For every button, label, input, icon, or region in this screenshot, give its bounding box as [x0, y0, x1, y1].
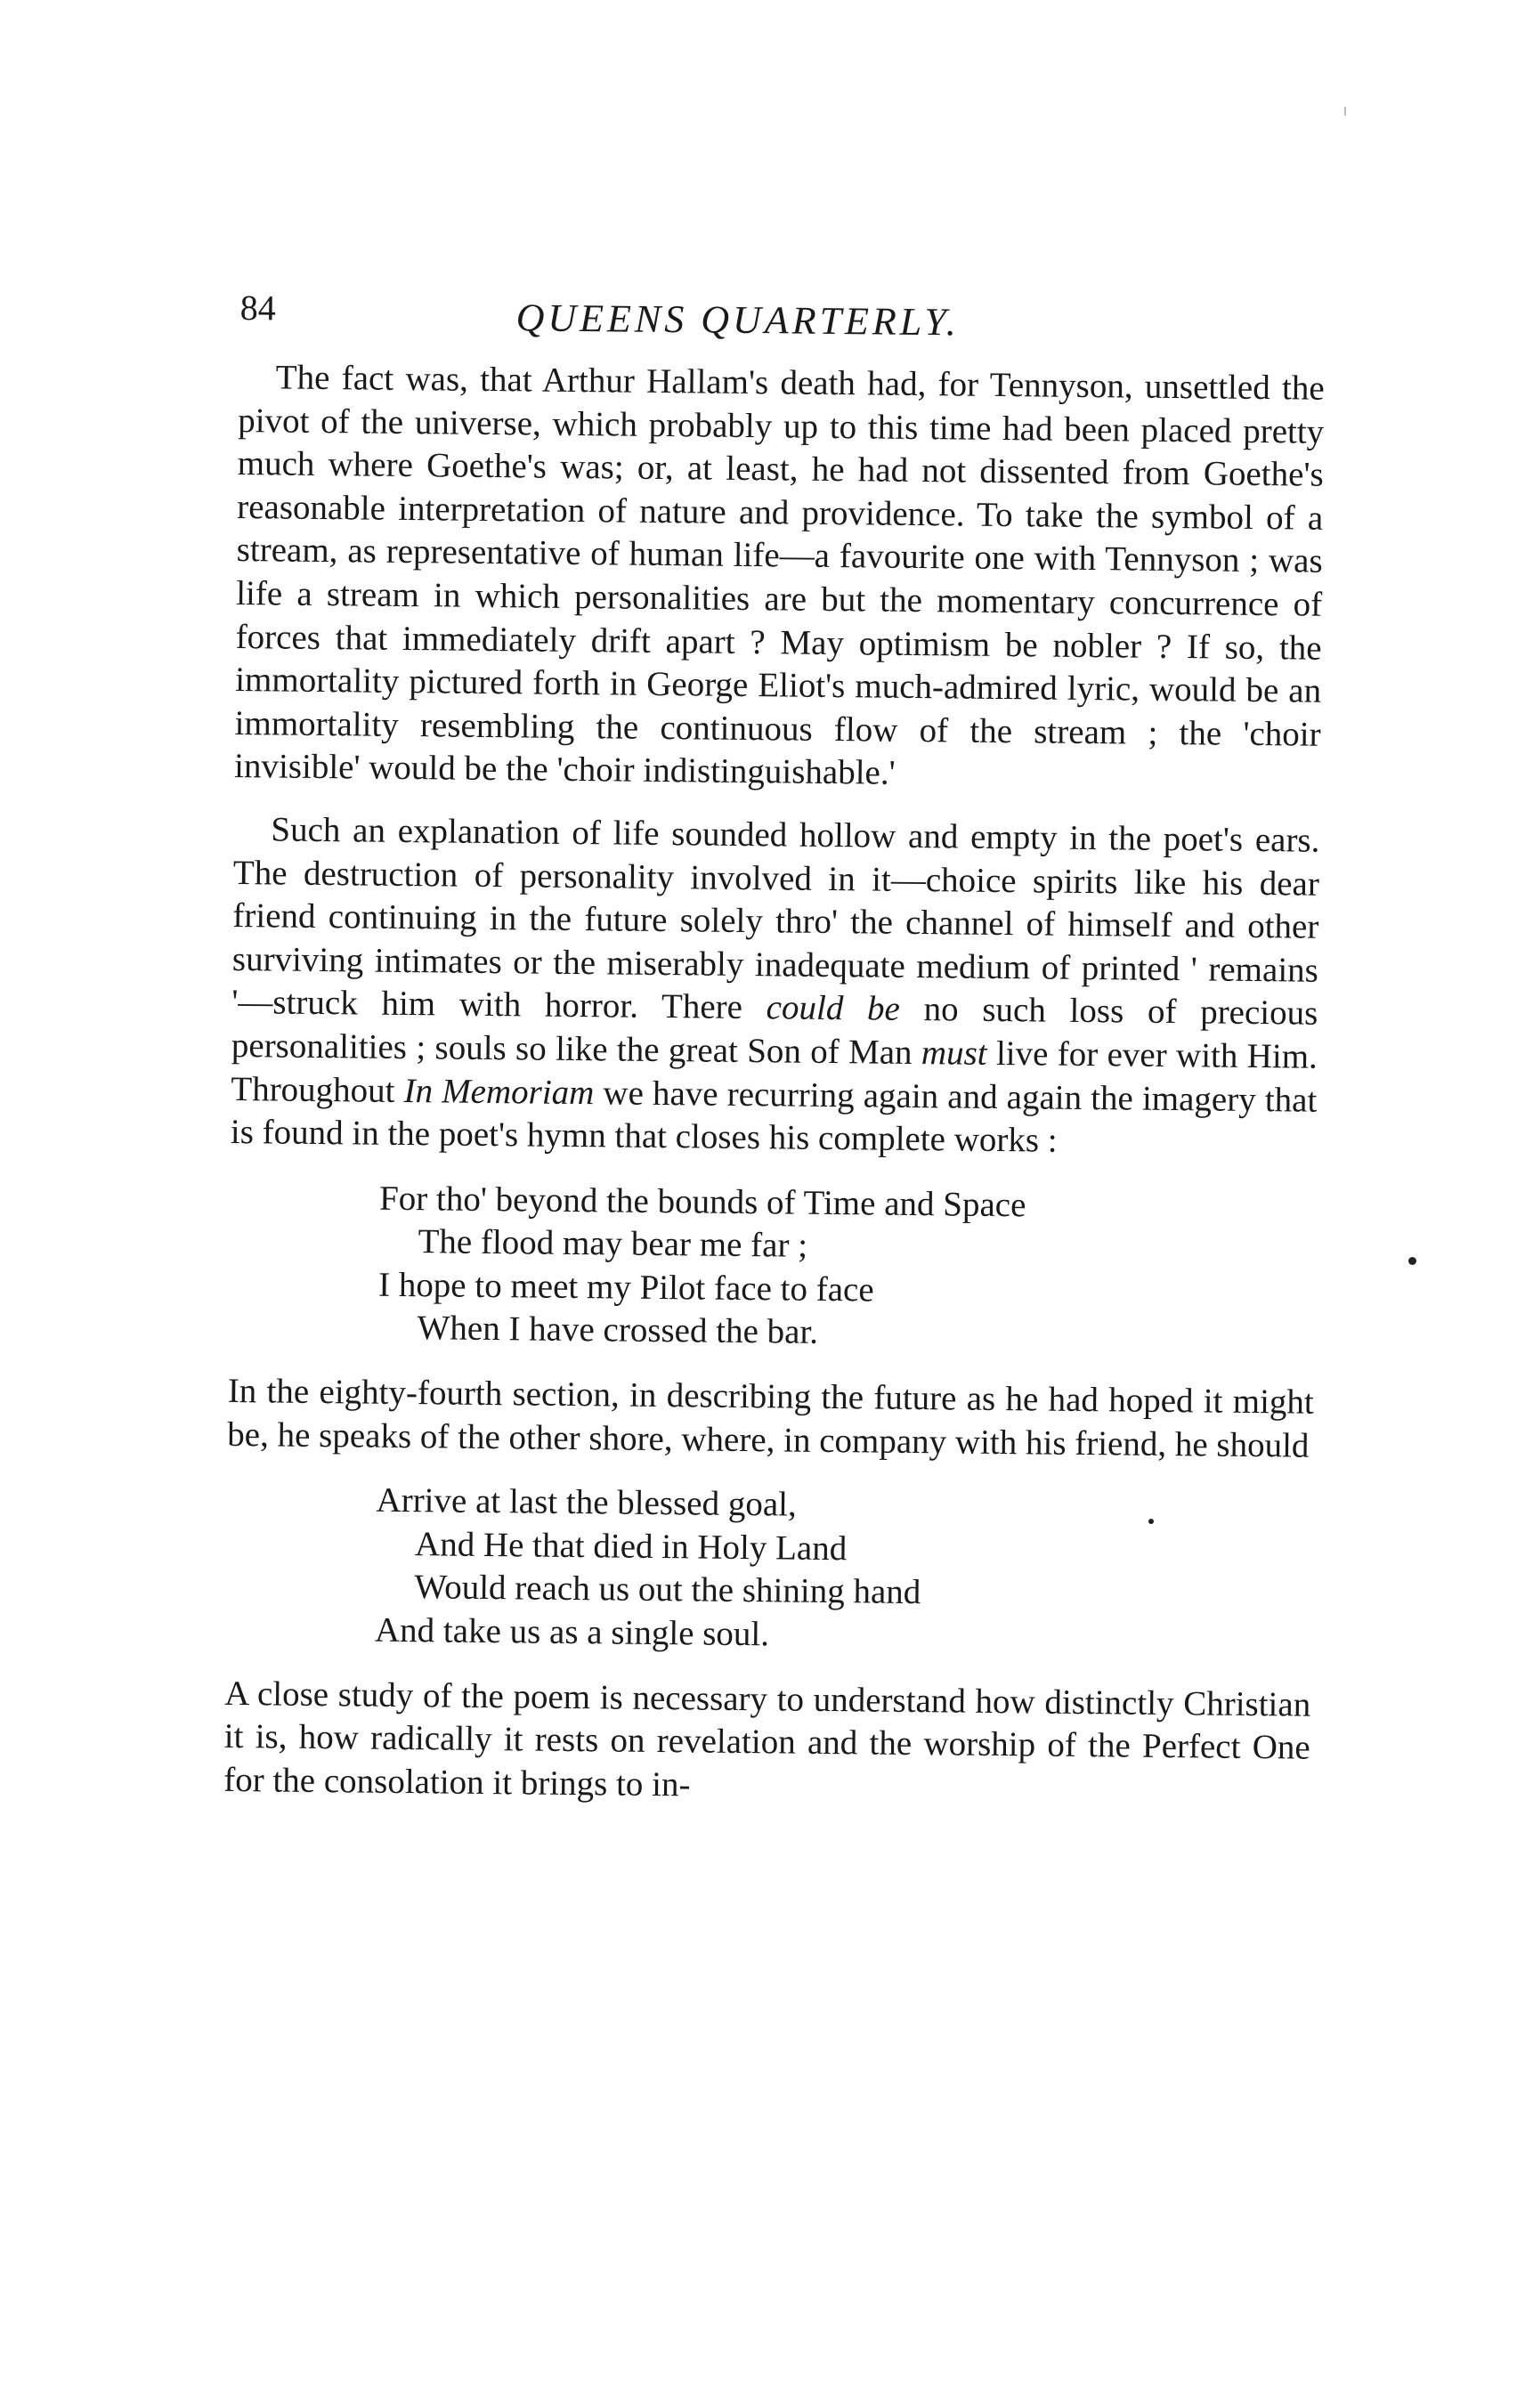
paragraph-3: In the eighty-fourth section, in describing the future as he had hoped it might be, he speaks of the other shore, where, in company with his friend, he should [227, 1371, 1314, 1465]
verse-in-memoriam [375, 1480, 1313, 1662]
paragraph-2 [231, 808, 1320, 1166]
italic-must: must [921, 1033, 987, 1073]
verse-line: I hope to meet my Pilot face to face [377, 1265, 874, 1309]
body-text [223, 356, 1325, 1813]
paragraph-2-part-1: Such an explanation of life sounded hollow and empty in the poet's ears. The destruction of personality involved in it—choice spirits like his dear friend continuing in the future solely thro' the channel of himself and other surviving intimates or the miserably inadequate medium of printed ' remains '—struck him with horror. There [231, 810, 1320, 1027]
italic-could-be: could be [766, 988, 901, 1029]
verse-line: And He that died in Holy Land [414, 1524, 848, 1569]
verse-line: For tho' beyond the bounds of Time and Space [378, 1179, 1026, 1224]
italic-in-memoriam: In Memoriam [403, 1071, 595, 1112]
running-title: QUEENS QUARTERLY. [515, 296, 961, 345]
paragraph-2-part-2: no such loss of precious personalities ; souls so like the great Son of Man [231, 990, 1318, 1072]
scan-mark [1344, 107, 1346, 116]
verse-line: The flood may bear me far ; [418, 1222, 808, 1266]
page-header [239, 287, 1326, 352]
verse-line: And take us as a single soul. [374, 1610, 770, 1654]
paragraph-1: The fact was, that Arthur Hallam's death had, for Tennyson, unsettled the pivot of the universe, which probably up to this time had been placed pretty much where Goethe's was; or, at least, he had not dissented from Goethe's reasonable interpretation of nature and providence. To take the symbol of a stream, as representative of human life—a favourite one with Tennyson ; was life a stream in which personalities are but the momentary concurrence of forces that immediately drift apart ? May optimism be nobler ? If so, the immortality pictured forth in George Eliot's much-admired lyric, would be an immortality resembling the continuous flow of the stream ; the 'choir invisible' would be the 'choir indistinguishable.' [233, 358, 1325, 793]
paragraph-4: A close study of the poem is necessary to understand how distinctly Christian it is, how radically it rests on revelation and the worship of the Perfect One for the consolation it brings to in- [223, 1674, 1311, 1804]
verse-line: Arrive at last the blessed goal, [376, 1480, 797, 1524]
margin-mark [1408, 1257, 1416, 1265]
paragraph-2-part-4: we have recurring again and again the imagery that is found in the poet's hymn that closes his complete works : [230, 1073, 1318, 1160]
page-number: 84 [239, 287, 276, 328]
verse-line: When I have crossed the bar. [417, 1309, 819, 1352]
paragraph-2-part-3: live for ever with Him. Throughout [231, 1034, 1318, 1110]
margin-mark [1148, 1519, 1154, 1524]
verse-line: Would reach us out the shining hand [414, 1568, 921, 1612]
verse-crossing-the-bar [377, 1177, 1316, 1359]
